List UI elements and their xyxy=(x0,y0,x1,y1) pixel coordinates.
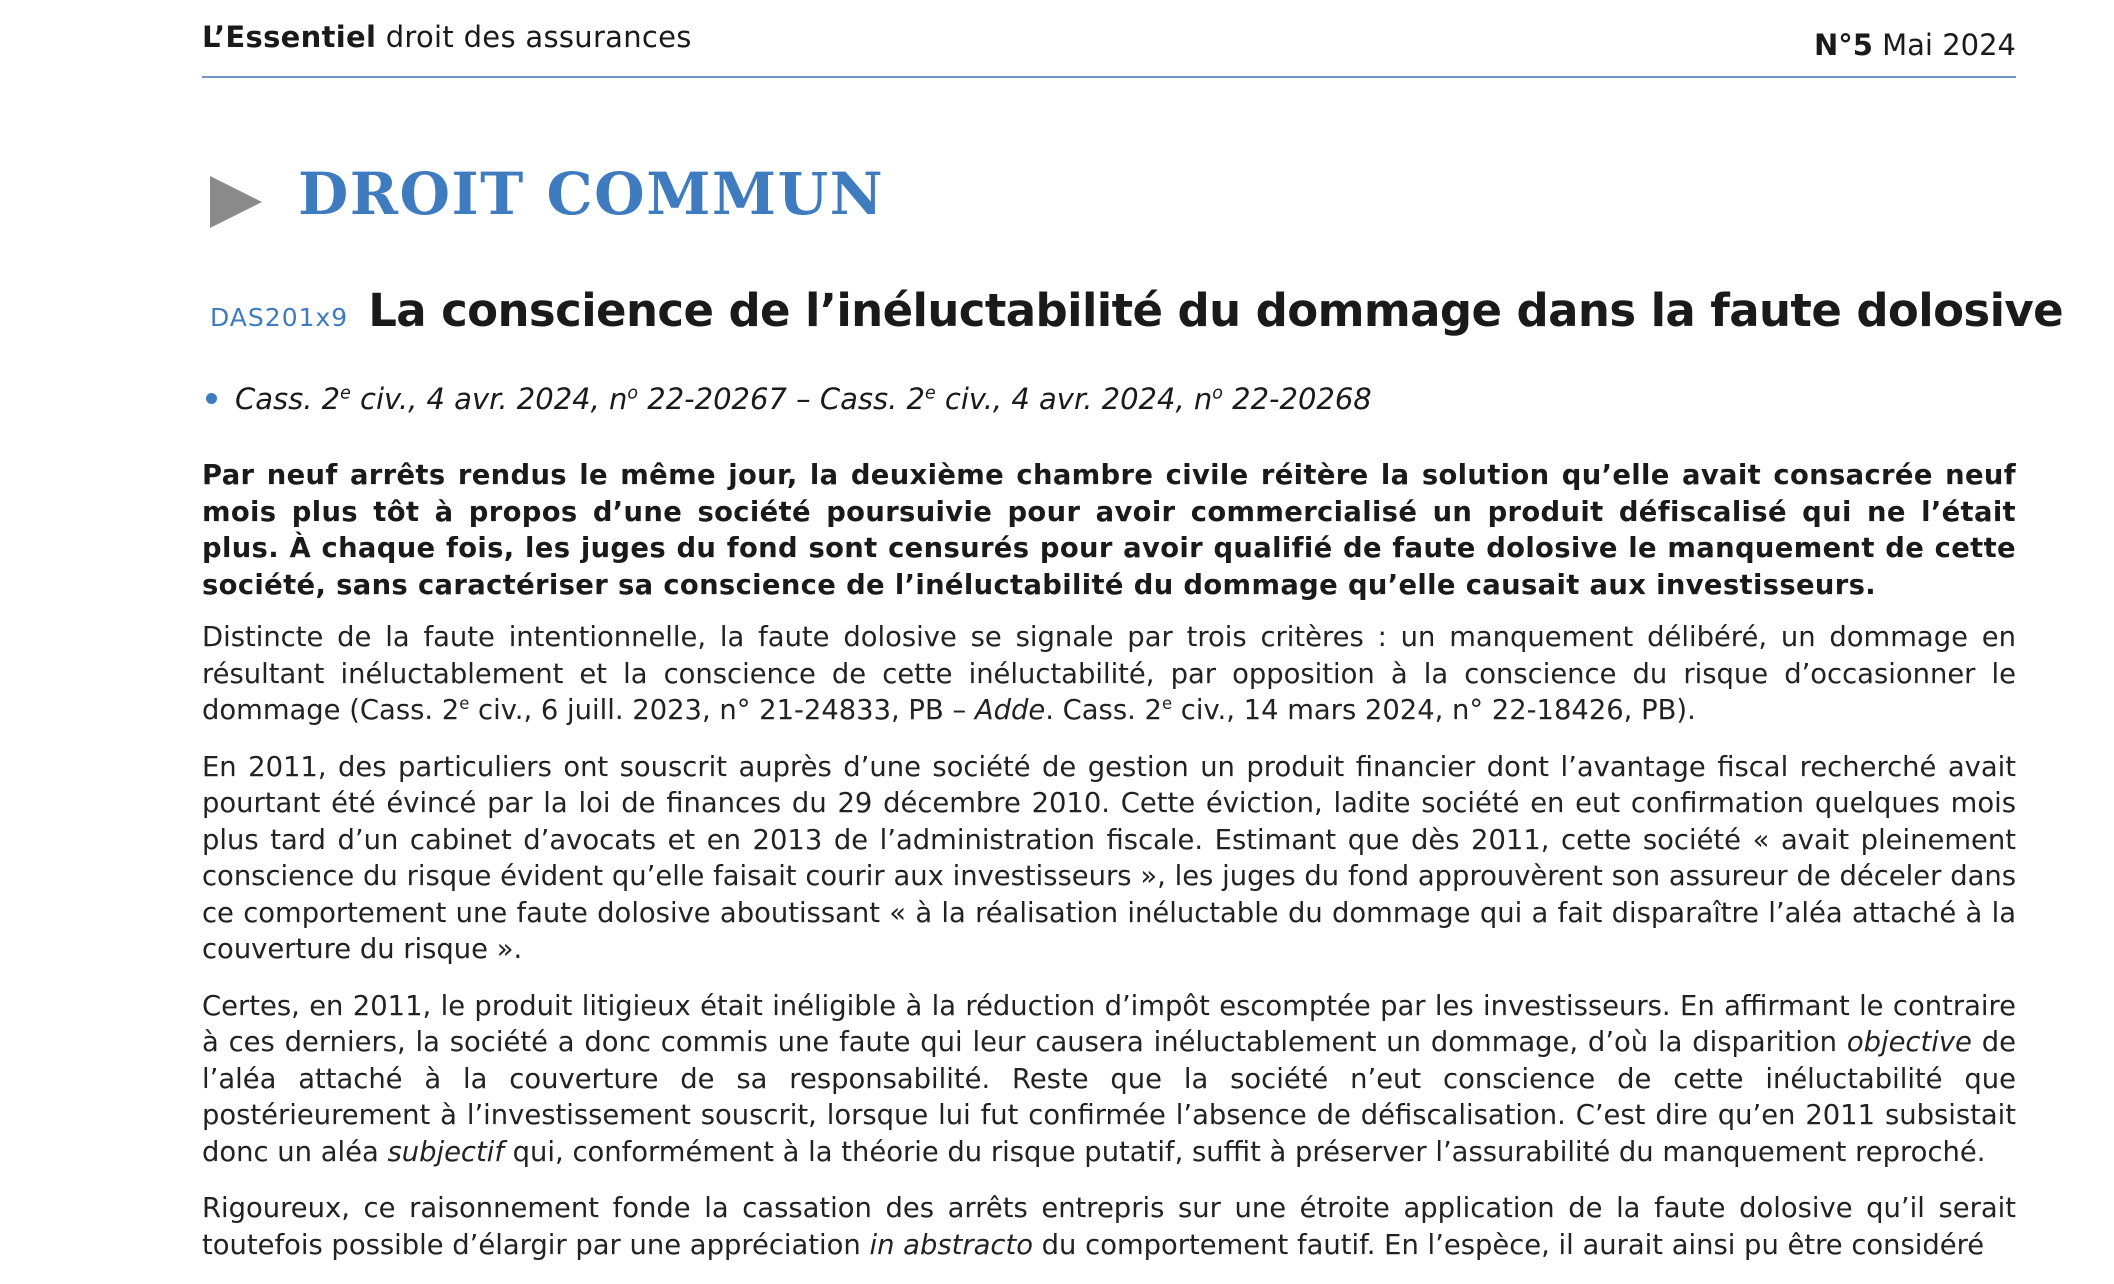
article-body xyxy=(202,458,2016,1284)
case-reference xyxy=(202,382,1372,416)
issue-date: Mai 2024 xyxy=(1882,28,2016,62)
paragraph-4 xyxy=(202,1191,2016,1264)
article-code: DAS201x9 xyxy=(210,303,349,332)
publication-brand: L’Essentiel xyxy=(202,20,377,54)
paragraph-text: de l’aléa attaché à la couverture de sa responsabilité. Reste que la société n’eut conscience de cette inéluctabilité que postérieurement à l’investissement souscrit, lorsque lui fut confirmée l’absence de défiscalisation. C’est dire qu’en 2011 subsistait donc un aléa xyxy=(202,1027,2016,1168)
article-title-row xyxy=(210,284,2063,337)
reference-sup: o xyxy=(1212,383,1223,404)
paragraph-sup: e xyxy=(1161,693,1173,713)
paragraph-text: civ., 14 mars 2024, n° 22-18426, PB). xyxy=(1172,695,1696,726)
bullet-icon xyxy=(206,393,217,404)
triangle-right-icon xyxy=(210,176,262,228)
paragraph-text: . Cass. 2 xyxy=(1045,695,1162,726)
paragraph-emphasis: Adde xyxy=(974,695,1046,726)
publication-subtitle: droit des assurances xyxy=(385,20,692,54)
reference-text: civ., 4 avr. 2024, n xyxy=(350,382,628,416)
paragraph-sup: e xyxy=(459,693,470,713)
issue-number: N°5 xyxy=(1813,28,1873,62)
paragraph-text: du comportement fautif. En l’espèce, il aurait ainsi pu être considéré xyxy=(1032,1229,1985,1261)
paragraph-text: Distincte de la faute intentionnelle, la faute dolosive se signale par trois critères : un manquement délibéré, un dommage en résultant inéluctablement et la conscience de cette inéluctabilité, par opposition à la conscience du risque d’occasionner le dommage (Cass. 2 xyxy=(202,622,2016,726)
paragraph-1 xyxy=(202,620,2016,730)
paragraph-emphasis: in abstracto xyxy=(869,1229,1033,1261)
paragraph-2: En 2011, des particuliers ont souscrit auprès d’une société de gestion un produit financier dont l’avantage fiscal recherché avait pourtant été évincé par la loi de finances du 29 décembre 2010. Cette éviction, ladite société en eut confirmation quelques mois plus tard d’un cabinet d’avocats et en 2013 de l’administration fiscale. Estimant que dès 2011, cette société « avait pleinement conscience du risque évident qu’elle faisait courir aux investisseurs », les juges du fond approuvèrent son assureur de déceler dans ce comportement une faute dolosive aboutissant « à la réalisation inéluctable du dommage qui a fait disparaître l’aléa attaché à la couverture du risque ». xyxy=(202,751,2016,965)
paragraph-text: civ., 6 juill. 2023, n° 21-24833, PB – xyxy=(469,695,975,726)
reference-text: 22-20268 xyxy=(1222,382,1372,416)
paragraph-emphasis: subjectif xyxy=(387,1136,504,1168)
reference-text: 22-20267 – Cass. 2 xyxy=(638,382,925,416)
reference-sup: e xyxy=(340,383,351,404)
reference-sup: o xyxy=(627,383,639,404)
reference-text: civ., 4 avr. 2024, n xyxy=(935,382,1213,416)
paragraph-text: Certes, en 2011, le produit litigieux était inéligible à la réduction d’impôt escomptée par les investisseurs. En affirmant le contraire à ces derniers, la société a donc commis une faute qui leur causera inéluctablement un dommage, d’où la disparition xyxy=(202,990,2016,1058)
paragraph-text: qui, conformément à la théorie du risque putatif, suffit à préserver l’assurabilité du manquement reproché. xyxy=(503,1136,1986,1168)
paragraph-emphasis: objective xyxy=(1846,1027,1972,1058)
paragraph-3 xyxy=(202,989,2016,1172)
section-title: DROIT COMMUN xyxy=(298,160,885,228)
reference-text: Cass. 2 xyxy=(235,382,341,416)
article-title: La conscience de l’inéluctabilité du dommage dans la faute dolosive xyxy=(368,284,2064,337)
publication-title xyxy=(202,20,692,54)
paragraph-text: Rigoureux, ce raisonnement fonde la cassation des arrêts entrepris sur une étroite application de la faute dolosive qu’il serait toutefois possible d’élargir par une appréciation xyxy=(202,1193,2016,1261)
reference-sup: e xyxy=(924,383,936,404)
issue-info xyxy=(1814,28,2016,62)
running-header xyxy=(202,20,2016,78)
article-abstract: Par neuf arrêts rendus le même jour, la deuxième chambre civile réitère la solution qu’elle avait consacrée neuf mois plus tôt à propos d’une société poursuivie pour avoir commercialisé un produit défiscalisé qui ne l’était plus. À chaque fois, les juges du fond sont censurés pour avoir qualifié de faute dolosive le manquement de cette société, sans caractériser sa conscience de l’inéluctabilité du dommage qu’elle causait aux investisseurs. xyxy=(202,460,2016,601)
